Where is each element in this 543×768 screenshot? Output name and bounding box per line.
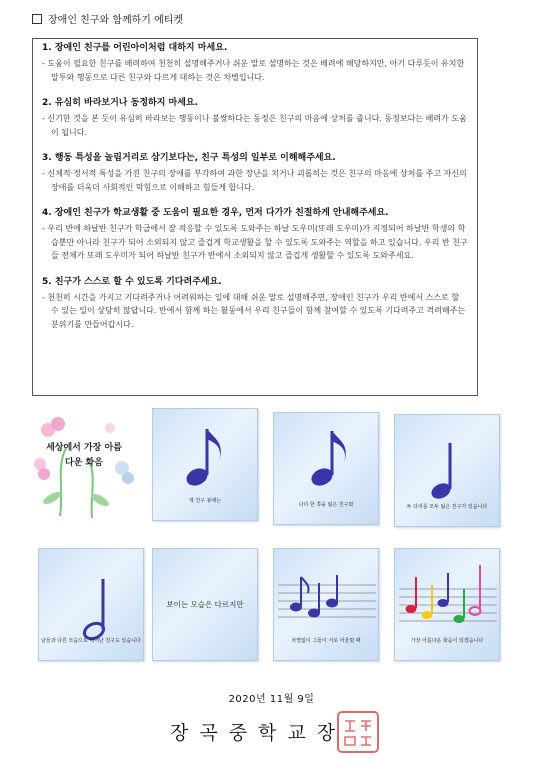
music-card-5 [152,548,258,661]
etiquette-box [32,38,478,396]
section-3 [42,152,469,194]
section-body: - 도움이 필요한 친구를 배려하여 천천히 설명해주거나 쉬운 말로 설명하는 것은 배려에 해당하지만, 아기 다루듯이 유치한 말투와 행동으로 다른 친구와 다르게 대하는 것은 차별입니다. [42,59,465,82]
section-heading: 2. 유심히 바라보거나 동정하지 마세요. [42,98,199,108]
flower-caption: 세상에서 가장 아름다운 화음 [46,443,122,468]
section-body: - 신체적·정서적 특성을 가진 친구의 장애를 부각하여 과한 장난을 치거나 괴롭히는 것은 친구의 마음에 상처를 주고 자신의 장애를 더욱더 사회적인 막힘으로 이해하고 힘들게 합니다. [42,169,467,192]
quarter-note-icon [395,415,501,528]
section-2 [42,97,469,139]
section-4 [42,207,469,263]
half-note-icon [39,549,145,662]
eighth-note-icon [153,409,259,522]
title-text: 장애인 친구와 함께하기 에티켓 [48,15,184,26]
issue-date: 2020년 11월 9일 [228,694,315,705]
colorful-notes-icon [395,549,501,662]
card-caption: 두 다리를 모두 잃은 친구가 있습니다 [406,504,488,510]
music-card-4 [38,548,144,661]
section-body: - 우리 반에 하날반 친구가 학급에서 잘 적응할 수 있도록 도와주는 하날 도우미(또래 도우미)가 지정되어 하날반 학생의 학습뿐만 아니라 친구가 되어 소외되지 않고 즐겁게 학교생활을 할 수 있도록 도와주는 역할을 하고 있습니다. 우리 반 친구들 전체가 또래 도우미가 되어 하날반 친구가 반에서 소외되지 않고 즐겁게 생활할 수 있도록 도와주세요. [42,224,468,260]
illustration-gallery [30,408,500,676]
card-caption: 차별없이 그들이 서로 어울릴 때 [291,638,361,644]
checkbox-square-icon [32,14,42,24]
card-caption: 다리 한 쪽을 잃은 친구와 [298,502,354,508]
music-card-6 [273,548,379,661]
section-heading: 1. 장애인 친구를 어린아이처럼 대하지 마세요. [42,43,228,53]
music-card-3 [394,414,500,527]
official-seal-icon [335,709,381,755]
section-heading: 3. 행동 특성을 놀림거리로 삼기보다는, 친구 특성의 일부로 이해해주세요. [42,153,336,163]
card-caption: 가장 아름다운 화음이 되겠습니다 [410,638,484,644]
principal-signature: 장곡중학교장 [170,722,347,744]
eighth-note-icon [274,413,380,526]
section-heading: 5. 친구가 스스로 할 수 있도록 기다려주세요. [42,276,222,287]
music-card-1 [152,408,258,521]
staff-notes-icon [274,549,380,662]
page-title [32,11,183,26]
music-card-7 [394,548,500,661]
section-5 [42,276,469,332]
card-caption: 남들과 다른 모습으로 태어난 친구도 있습니다 [41,638,141,644]
section-heading: 4. 장애인 친구가 학교생활 중 도움이 필요한 경우, 먼저 다가가 친절하게 안내해주세요. [42,208,389,218]
section-body: - 신기한 것을 본 듯이 유심히 바라보는 행동이나 불쌍하다는 동정은 친구의 마음에 상처를 줍니다. 동정보다는 배려가 도움이 됩니다. [42,114,467,137]
card-caption: 제 친구 봉예는 [188,498,222,504]
card-caption: 보이는 모습은 다르지만 [166,600,244,609]
section-1 [42,42,469,84]
flower-illustration [30,408,142,521]
music-card-2 [273,412,379,525]
section-body: - 천천히 시간을 가지고 기다려주거나 어려워하는 일에 대해 쉬운 말로 설명해주면, 장애인 친구가 우리 반에서 스스로 할 수 있는 일이 상당히 많답니다. 반에서 함께 하는 활동에서 우리 친구들이 함께 참여할 수 있도록 기다려주고 격려해주는 분위기를 만들어갑시다. [42,292,466,329]
